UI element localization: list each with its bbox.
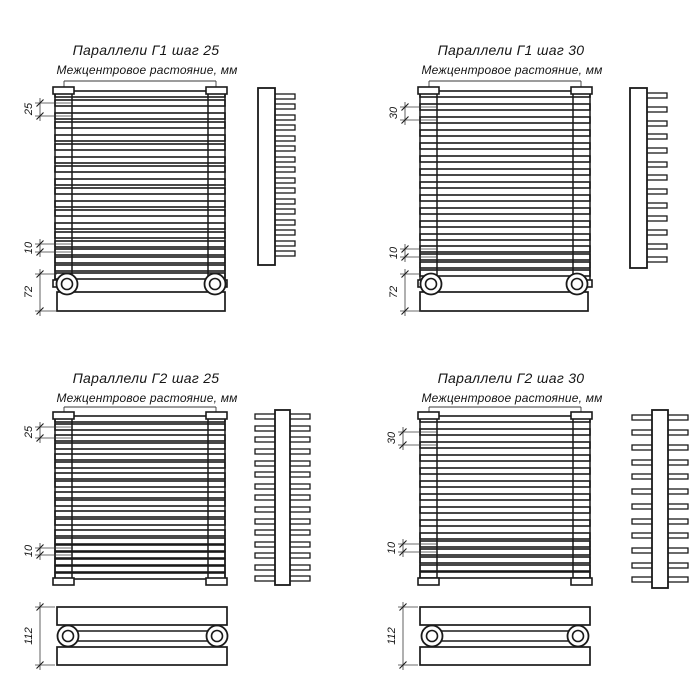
panel-title-g2-25: Параллели Г2 шаг 25 xyxy=(72,370,220,386)
dimension-label: 112 xyxy=(23,627,35,645)
panel-g1-step30 xyxy=(388,81,667,316)
front-view xyxy=(418,87,592,287)
front-view xyxy=(53,412,227,585)
dimension-label: 10 xyxy=(386,541,398,555)
side-view xyxy=(630,88,667,268)
dimension-label: 72 xyxy=(23,285,35,299)
dimension-label: 10 xyxy=(23,544,35,558)
manifold-assembly xyxy=(420,607,590,665)
dimension-label: 30 xyxy=(388,106,400,120)
manifold-assembly xyxy=(57,607,228,665)
width-dimension-line xyxy=(64,81,216,87)
panel-g1-step25 xyxy=(23,81,295,316)
panel-title-g1-30: Параллели Г1 шаг 30 xyxy=(437,42,585,58)
panel-g2-step25 xyxy=(23,407,310,670)
panel-subtitle-g2-30: Межцентровое растояние, мм xyxy=(421,391,603,405)
front-view xyxy=(53,87,227,287)
width-dimension-line xyxy=(429,81,581,87)
dimension-label: 112 xyxy=(386,627,398,645)
manifold-assembly xyxy=(420,274,588,312)
panel-title-g1-25: Параллели Г1 шаг 25 xyxy=(72,42,220,58)
side-view xyxy=(258,88,295,265)
dimension-label: 72 xyxy=(388,285,400,299)
front-view xyxy=(418,412,592,585)
panel-title-g2-30: Параллели Г2 шаг 30 xyxy=(437,370,585,386)
panel-subtitle-g1-25: Межцентровое растояние, мм xyxy=(56,63,238,77)
panel-subtitle-g2-25: Межцентровое растояние, мм xyxy=(56,391,238,405)
dimension-manifold_height xyxy=(386,602,418,670)
side-view xyxy=(255,410,310,585)
dimension-label: 30 xyxy=(386,431,398,445)
dimension-manifold_height xyxy=(23,602,55,670)
panel-g2-step30 xyxy=(386,407,688,670)
side-view xyxy=(632,410,688,588)
width-dimension-line xyxy=(429,407,581,412)
dimension-label: 25 xyxy=(23,425,35,439)
dimension-label: 10 xyxy=(388,246,400,260)
dimension-manifold_height xyxy=(388,269,421,316)
dimension-manifold_height xyxy=(23,269,57,316)
dimension-label: 10 xyxy=(23,241,35,255)
dimension-label: 25 xyxy=(23,102,35,116)
width-dimension-line xyxy=(64,407,216,412)
panel-subtitle-g1-30: Межцентровое растояние, мм xyxy=(421,63,603,77)
